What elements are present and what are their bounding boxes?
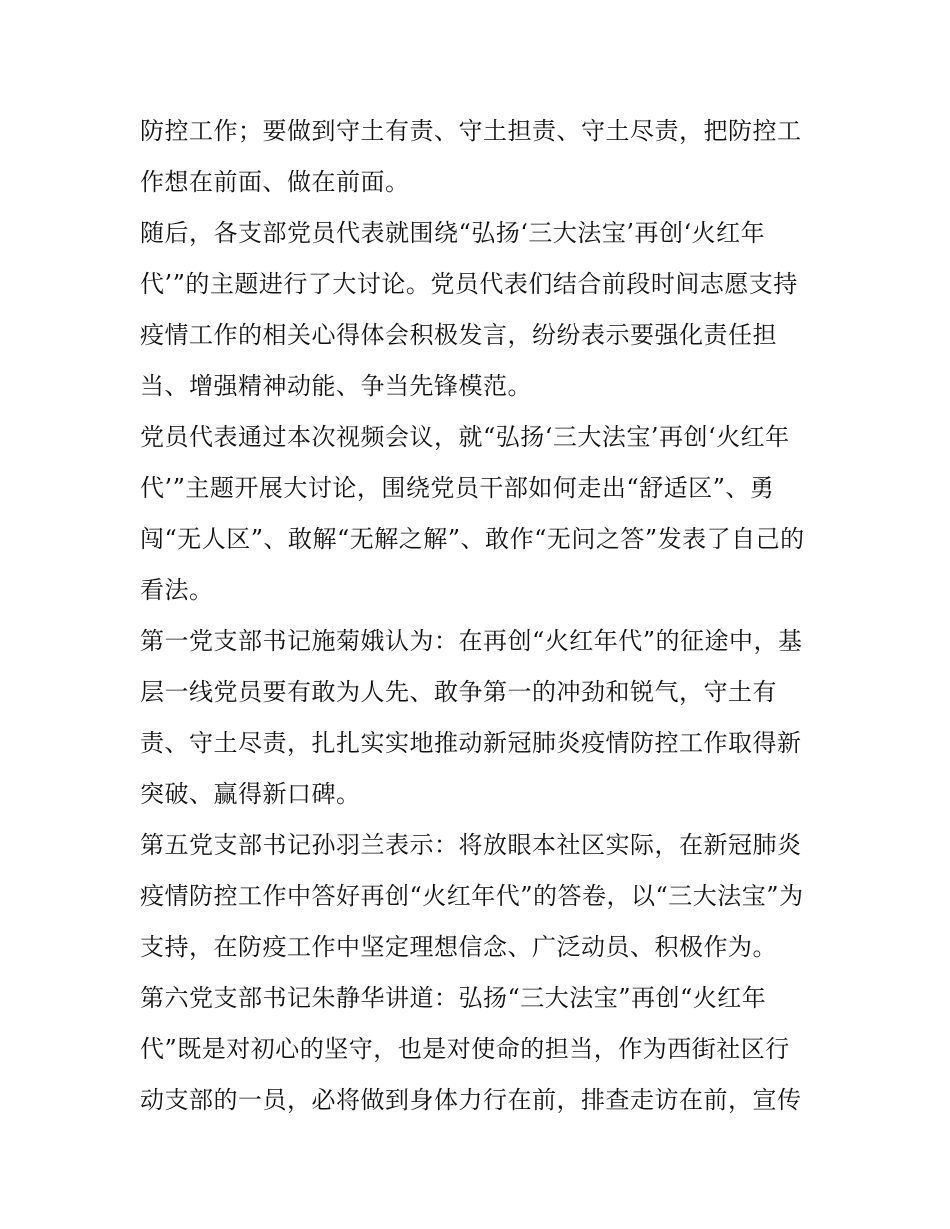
text-line: 责、守土尽责，扎扎实实地推动新冠肺炎疫情防控工作取得新 (140, 729, 802, 757)
text-line: 闯“无人区”、敢解“无解之解”、敢作“无问之答”发表了自己的 (140, 525, 805, 553)
text-line: 看法。 (140, 576, 214, 604)
text-line: 第一党支部书记施菊娥认为：在再创“火红年代”的征途中，基 (140, 627, 803, 655)
text-line: 随后，各支部党员代表就围绕“弘扬‘三大法宝’再创‘火红年 (140, 219, 766, 247)
text-line: 党员代表通过本次视频会议，就“弘扬‘三大法宝’再创‘火红年 (140, 423, 790, 451)
text-line: 当、增强精神动能、争当先锋模范。 (140, 372, 532, 400)
text-line: 作想在前面、做在前面。 (140, 168, 410, 196)
body-text (140, 106, 820, 1126)
text-line: 突破、赢得新口碑。 (140, 780, 361, 808)
text-line: 第六党支部书记朱静华讲道：弘扬“三大法宝”再创“火红年 (140, 984, 767, 1012)
text-line: 防控工作；要做到守土有责、守土担责、守土尽责，把防控工 (140, 117, 802, 145)
text-line: 代”既是对初心的坚守，也是对使命的担当，作为西街社区行 (140, 1035, 790, 1063)
text-line: 代’”的主题进行了大讨论。党员代表们结合前段时间志愿支持 (140, 270, 798, 298)
text-line: 层一线党员要有敢为人先、敢争第一的冲劲和锐气，守土有 (140, 678, 777, 706)
text-line: 疫情工作的相关心得体会积极发言，纷纷表示要强化责任担 (140, 321, 777, 349)
text-line: 第五党支部书记孙羽兰表示：将放眼本社区实际，在新冠肺炎 (140, 831, 802, 859)
text-line: 代’”主题开展大讨论，围绕党员干部如何走出“舒适区”、勇 (140, 474, 775, 502)
text-line: 疫情防控工作中答好再创“火红年代”的答卷，以“三大法宝”为 (140, 882, 804, 910)
text-line: 支持，在防疫工作中坚定理想信念、广泛动员、积极作为。 (140, 933, 777, 961)
text-line: 动支部的一员，必将做到身体力行在前，排查走访在前，宣传 (140, 1086, 802, 1114)
